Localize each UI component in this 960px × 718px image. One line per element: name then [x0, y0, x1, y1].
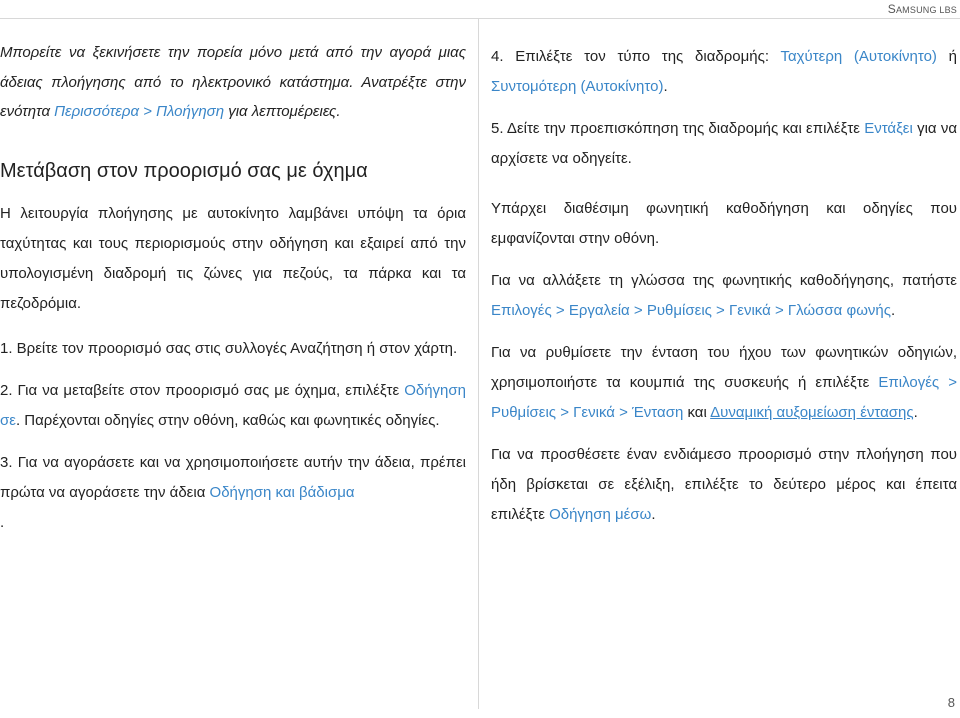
link-drive-and-walk[interactable]: Οδήγηση και βάδισμα	[209, 483, 355, 501]
step-3	[0, 448, 466, 538]
waypoint-paragraph	[491, 440, 957, 530]
column-divider	[478, 19, 479, 709]
link-shortest-car[interactable]: Συντομότερη (Αυτοκίνητο)	[491, 78, 664, 95]
link-fastest-car[interactable]: Ταχύτερη (Αυτοκίνητο)	[780, 48, 937, 65]
intro-text-1: Μπορείτε να ξεκινήσετε την πορεία μόνο μετά από την αγορά μιας άδειας πλοήγησης από το ηλεκτρονικό κατάστημα. Ανατρέξτε στην ενότητα	[0, 44, 466, 120]
link-volume-general[interactable]: Γενικά	[573, 404, 615, 421]
link-more[interactable]: Περισσότερα	[54, 103, 140, 120]
volume-text-mid: και	[683, 404, 711, 421]
volume-sep-3: >	[614, 404, 633, 421]
step-5-text-after: για να αρχίσετε να οδηγείτε.	[491, 120, 958, 167]
header-rule	[0, 18, 960, 19]
intro-text-2: για λεπτομέρειες.	[224, 103, 341, 120]
step-3-text-after: .	[0, 513, 5, 531]
link-settings[interactable]: Ρυθμίσεις	[646, 302, 712, 319]
link-tools[interactable]: Εργαλεία	[568, 302, 630, 319]
step-1: 1. Βρείτε τον προορισμό σας στις συλλογές Αναζήτηση ή στον χάρτη.	[0, 339, 458, 357]
page-number: 8	[947, 695, 955, 710]
step-2-text-after: . Παρέχονται οδηγίες στην οθόνη, καθώς και φωνητικές οδηγίες.	[15, 411, 440, 429]
link-volume[interactable]: Ένταση	[632, 404, 684, 421]
volume-text-before: Για να ρυθμίσετε την ένταση του ήχου των φωνητικών οδηγιών, χρησιμοποιήστε τα κουμπιά της συσκευής ή επιλέξτε	[491, 344, 957, 391]
volume-text-after: .	[913, 404, 918, 421]
link-volume-settings[interactable]: Ρυθμίσεις	[491, 404, 557, 421]
brand-label	[888, 2, 957, 16]
waypoint-text-before: Για να προσθέσετε έναν ενδιάμεσο προορισμό στην πλοήγηση που ήδη βρίσκεται σε εξέλιξη, επιλέξτε το δεύτερο μέρος και έπειτα επιλέξτε	[491, 446, 957, 523]
link-navigation[interactable]: Πλοήγηση	[156, 103, 225, 120]
step-5-text-before: 5. Δείτε την προεπισκόπηση της διαδρομής και επιλέξτε	[491, 120, 865, 137]
link-options[interactable]: Επιλογές	[491, 302, 552, 319]
language-sep-4: >	[770, 302, 788, 319]
section-title: Μετάβαση στον προορισμό σας με όχημα	[0, 159, 368, 182]
intro-separator: >	[139, 103, 157, 120]
step-3-text-before: 3. Για να αγοράσετε και να χρησιμοποιήσετε αυτήν την άδεια, πρέπει πρώτα να αγοράσετε την άδεια	[0, 453, 466, 501]
step-4-text-after: .	[663, 78, 668, 95]
step-4	[491, 42, 957, 102]
language-paragraph	[491, 266, 957, 326]
step-4-text-before: 4. Επιλέξτε τον τύπο της διαδρομής:	[491, 48, 781, 65]
brand-name: AMSUNG	[895, 5, 940, 15]
description-paragraph: Η λειτουργία πλοήγησης με αυτοκίνητο λαμβάνει υπόψη τα όρια ταχύτητας και τους περιορισμούς στην οδήγηση και εξαιρεί από την υπολογισμένη διαδρομή τις ζώνες για πεζούς, τα πάρκα και τα πεζοδρόμια.	[0, 204, 466, 312]
voice-guidance-paragraph: Υπάρχει διαθέσιμη φωνητική καθοδήγηση και οδηγίες που εμφανίζονται στην οθόνη.	[491, 200, 957, 247]
link-ok[interactable]: Εντάξει	[864, 120, 913, 137]
language-sep-3: >	[711, 302, 729, 319]
volume-sep-2: >	[556, 404, 574, 421]
brand-lbs: LBS	[939, 5, 957, 15]
language-sep-2: >	[629, 302, 647, 319]
step-4-text-mid: ή	[936, 48, 957, 65]
step-2-text-before: 2. Για να μεταβείτε στον προορισμό σας με όχημα, επιλέξτε	[0, 381, 405, 399]
brand-initial: S	[887, 2, 896, 16]
language-text-after: .	[891, 302, 896, 319]
intro-paragraph	[0, 38, 466, 127]
link-drive-to[interactable]: Οδήγηση σε	[0, 381, 466, 429]
left-column	[0, 38, 466, 550]
language-text-before: Για να αλλάξετε τη γλώσσα της φωνητικής καθοδήγησης, πατήστε	[491, 272, 957, 289]
link-drive-via[interactable]: Οδήγηση μέσω	[549, 506, 652, 523]
waypoint-text-after: .	[651, 506, 656, 523]
link-volume-options[interactable]: Επιλογές	[878, 374, 940, 391]
language-sep-1: >	[551, 302, 569, 319]
link-dynamic-volume[interactable]: Δυναμική αυξομείωση έντασης	[710, 404, 914, 421]
step-5	[491, 114, 957, 174]
volume-sep-1: >	[939, 374, 957, 391]
right-column	[491, 42, 957, 542]
link-voice-language[interactable]: Γλώσσα φωνής	[787, 302, 892, 319]
link-general[interactable]: Γενικά	[729, 302, 771, 319]
volume-paragraph	[491, 338, 957, 428]
step-2	[0, 376, 466, 436]
